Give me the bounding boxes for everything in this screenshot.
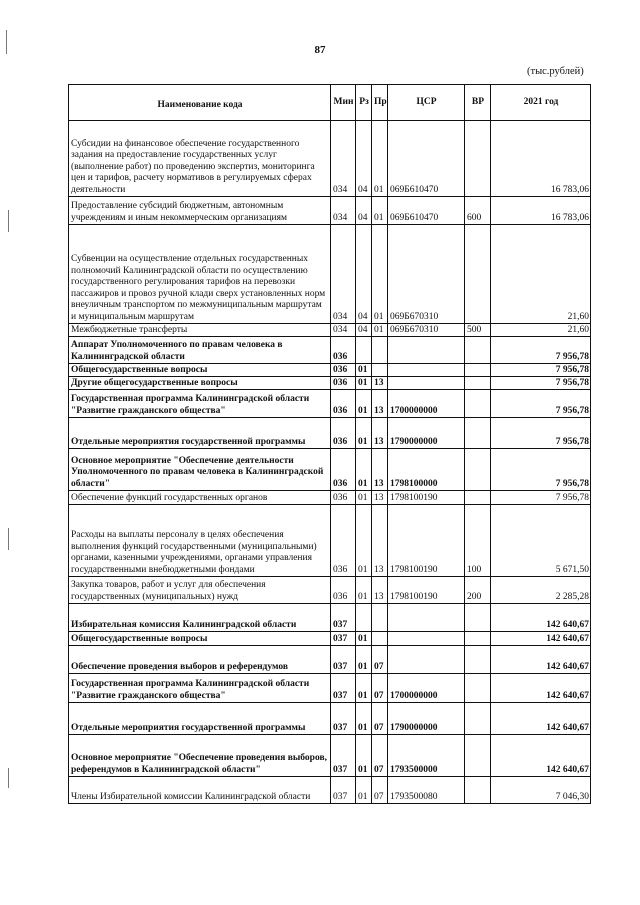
row-pr: 01	[372, 121, 388, 197]
margin-mark	[8, 768, 9, 788]
row-vr: 500	[465, 324, 491, 337]
row-sum: 21,60	[491, 324, 591, 337]
row-rz	[356, 604, 372, 632]
row-name: Отдельные мероприятия государственной программы	[69, 418, 331, 449]
table-row	[69, 674, 591, 703]
row-name: Предоставление субсидий бюджетным, автономным учреждениям и иным некоммерческим организациям	[69, 197, 331, 225]
row-pr: 13	[372, 418, 388, 449]
header-rz: Рз	[356, 85, 372, 121]
table-row	[69, 632, 591, 646]
row-name: Аппарат Уполномоченного по правам человека в Калининградской области	[69, 337, 331, 364]
row-min: 036	[331, 418, 356, 449]
margin-mark	[8, 210, 9, 232]
header-pr: Пр	[372, 85, 388, 121]
table-row	[69, 390, 591, 418]
table-row	[69, 703, 591, 735]
budget-table	[68, 84, 591, 804]
row-pr	[372, 632, 388, 646]
table-row	[69, 449, 591, 491]
row-csr: 1798100000	[388, 449, 465, 491]
header-year: 2021 год	[491, 85, 591, 121]
row-rz: 01	[356, 377, 372, 390]
row-vr	[465, 632, 491, 646]
row-min: 036	[331, 390, 356, 418]
row-rz: 01	[356, 632, 372, 646]
header-min: Мин	[331, 85, 356, 121]
row-name: Основное мероприятие "Обеспечение проведения выборов, референдумов в Калининградской области"	[69, 735, 331, 777]
row-sum: 5 671,50	[491, 505, 591, 577]
row-vr	[465, 377, 491, 390]
row-csr: 1790000000	[388, 703, 465, 735]
row-pr: 07	[372, 674, 388, 703]
row-pr: 07	[372, 703, 388, 735]
row-rz: 01	[356, 505, 372, 577]
row-sum: 7 956,78	[491, 449, 591, 491]
table-row	[69, 337, 591, 364]
row-name: Обеспечение функций государственных органов	[69, 491, 331, 505]
row-min: 037	[331, 703, 356, 735]
row-name: Государственная программа Калининградской области "Развитие гражданского общества"	[69, 390, 331, 418]
table-row	[69, 491, 591, 505]
row-pr: 13	[372, 491, 388, 505]
table-row	[69, 777, 591, 804]
row-vr	[465, 121, 491, 197]
row-csr: 1798100190	[388, 577, 465, 604]
row-min: 036	[331, 491, 356, 505]
row-rz: 04	[356, 197, 372, 225]
row-csr	[388, 364, 465, 377]
row-vr	[465, 449, 491, 491]
row-min: 034	[331, 225, 356, 324]
row-rz	[356, 337, 372, 364]
row-sum: 142 640,67	[491, 646, 591, 674]
table-row	[69, 324, 591, 337]
row-name: Общегосударственные вопросы	[69, 632, 331, 646]
row-csr: 069Б670310	[388, 225, 465, 324]
row-min: 037	[331, 777, 356, 804]
row-pr: 13	[372, 390, 388, 418]
row-rz: 04	[356, 324, 372, 337]
row-vr	[465, 735, 491, 777]
row-rz: 01	[356, 646, 372, 674]
header-vr: ВР	[465, 85, 491, 121]
row-min: 034	[331, 121, 356, 197]
row-sum: 7 956,78	[491, 390, 591, 418]
row-rz: 01	[356, 777, 372, 804]
row-csr	[388, 377, 465, 390]
row-min: 037	[331, 604, 356, 632]
row-rz: 04	[356, 121, 372, 197]
row-rz: 01	[356, 491, 372, 505]
row-min: 036	[331, 449, 356, 491]
row-sum: 142 640,67	[491, 604, 591, 632]
row-pr	[372, 604, 388, 632]
row-csr: 069Б610470	[388, 121, 465, 197]
row-csr: 1790000000	[388, 418, 465, 449]
row-pr: 07	[372, 646, 388, 674]
margin-mark	[8, 528, 9, 550]
row-vr	[465, 604, 491, 632]
row-vr	[465, 225, 491, 324]
row-rz: 01	[356, 364, 372, 377]
row-vr: 600	[465, 197, 491, 225]
row-sum: 16 783,06	[491, 121, 591, 197]
row-pr	[372, 337, 388, 364]
row-csr: 069Б610470	[388, 197, 465, 225]
row-min: 037	[331, 735, 356, 777]
row-sum: 7 956,78	[491, 377, 591, 390]
row-vr: 100	[465, 505, 491, 577]
row-sum: 142 640,67	[491, 632, 591, 646]
header-row	[69, 85, 591, 121]
row-sum: 142 640,67	[491, 703, 591, 735]
row-vr	[465, 364, 491, 377]
row-csr: 1798100190	[388, 505, 465, 577]
row-vr	[465, 390, 491, 418]
row-rz: 01	[356, 735, 372, 777]
row-csr: 1798100190	[388, 491, 465, 505]
row-vr	[465, 646, 491, 674]
page-number: 87	[314, 44, 326, 56]
row-min: 034	[331, 324, 356, 337]
row-csr	[388, 646, 465, 674]
row-pr: 01	[372, 225, 388, 324]
row-rz: 04	[356, 225, 372, 324]
row-name: Межбюджетные трансферты	[69, 324, 331, 337]
row-sum: 142 640,67	[491, 674, 591, 703]
row-rz: 01	[356, 577, 372, 604]
row-sum: 7 046,30	[491, 777, 591, 804]
row-vr	[465, 777, 491, 804]
table-row	[69, 505, 591, 577]
header-csr: ЦСР	[388, 85, 465, 121]
row-sum: 7 956,78	[491, 418, 591, 449]
table-row	[69, 197, 591, 225]
row-vr	[465, 703, 491, 735]
row-min: 036	[331, 577, 356, 604]
row-csr: 1700000000	[388, 674, 465, 703]
row-pr: 13	[372, 505, 388, 577]
table-row	[69, 121, 591, 197]
row-name: Общегосударственные вопросы	[69, 364, 331, 377]
table-row	[69, 364, 591, 377]
row-csr: 1793500080	[388, 777, 465, 804]
row-pr: 13	[372, 577, 388, 604]
table-row	[69, 577, 591, 604]
row-pr	[372, 364, 388, 377]
row-name: Избирательная комиссия Калининградской области	[69, 604, 331, 632]
row-name: Закупка товаров, работ и услуг для обеспечения государственных (муниципальных) нужд	[69, 577, 331, 604]
row-name: Члены Избирательной комиссии Калининградской области	[69, 777, 331, 804]
row-rz: 01	[356, 703, 372, 735]
row-rz: 01	[356, 449, 372, 491]
row-sum: 2 285,28	[491, 577, 591, 604]
table-row	[69, 646, 591, 674]
row-sum: 142 640,67	[491, 735, 591, 777]
row-sum: 7 956,78	[491, 364, 591, 377]
table-row	[69, 735, 591, 777]
row-vr: 200	[465, 577, 491, 604]
table-row	[69, 377, 591, 390]
table-row	[69, 604, 591, 632]
row-csr: 1700000000	[388, 390, 465, 418]
row-rz: 01	[356, 674, 372, 703]
row-min: 037	[331, 646, 356, 674]
row-pr: 13	[372, 449, 388, 491]
table-body	[69, 121, 591, 804]
row-vr	[465, 491, 491, 505]
row-csr	[388, 632, 465, 646]
row-vr	[465, 674, 491, 703]
row-pr: 07	[372, 735, 388, 777]
row-min: 036	[331, 505, 356, 577]
table-row	[69, 418, 591, 449]
table-row	[69, 225, 591, 324]
row-min: 037	[331, 674, 356, 703]
header-name: Наименование кода	[69, 85, 331, 121]
row-pr: 13	[372, 377, 388, 390]
row-min: 036	[331, 337, 356, 364]
row-min: 034	[331, 197, 356, 225]
units-label: (тыс.рублей)	[527, 66, 584, 77]
row-sum: 7 956,78	[491, 491, 591, 505]
row-name: Расходы на выплаты персоналу в целях обеспечения выполнения функций государственными (муниципальными) органами, казенными учреждениями, органами управления государственными внебюджетными фондами	[69, 505, 331, 577]
row-csr: 069Б670310	[388, 324, 465, 337]
row-name: Субвенции на осуществление отдельных государственных полномочий Калининградской области по осуществлению государственного регулирования тарифов на перевозки пассажиров и провоз ручной клади сверх установленных норм внеуличным транспортом по межмуниципальным маршрутам и муниципальным маршрутам	[69, 225, 331, 324]
row-name: Государственная программа Калининградской области "Развитие гражданского общества"	[69, 674, 331, 703]
row-sum: 7 956,78	[491, 337, 591, 364]
row-sum: 21,60	[491, 225, 591, 324]
row-name: Основное мероприятие "Обеспечение деятельности Уполномоченного по правам человека в Калининградской области"	[69, 449, 331, 491]
row-pr: 07	[372, 777, 388, 804]
row-csr	[388, 337, 465, 364]
row-csr: 1793500000	[388, 735, 465, 777]
row-vr	[465, 418, 491, 449]
row-rz: 01	[356, 418, 372, 449]
row-min: 036	[331, 364, 356, 377]
row-pr: 01	[372, 324, 388, 337]
row-sum: 16 783,06	[491, 197, 591, 225]
row-name: Субсидии на финансовое обеспечение государственного задания на предоставление государственных услуг (выполнение работ) по проведению экспертиз, мониторинга цен и тарифов, расчету нормативов в регулируемых сферах деятельности	[69, 121, 331, 197]
row-vr	[465, 337, 491, 364]
row-name: Другие общегосударственные вопросы	[69, 377, 331, 390]
row-pr: 01	[372, 197, 388, 225]
row-min: 037	[331, 632, 356, 646]
row-name: Обеспечение проведения выборов и референдумов	[69, 646, 331, 674]
row-min: 036	[331, 377, 356, 390]
row-csr	[388, 604, 465, 632]
row-name: Отдельные мероприятия государственной программы	[69, 703, 331, 735]
row-rz: 01	[356, 390, 372, 418]
